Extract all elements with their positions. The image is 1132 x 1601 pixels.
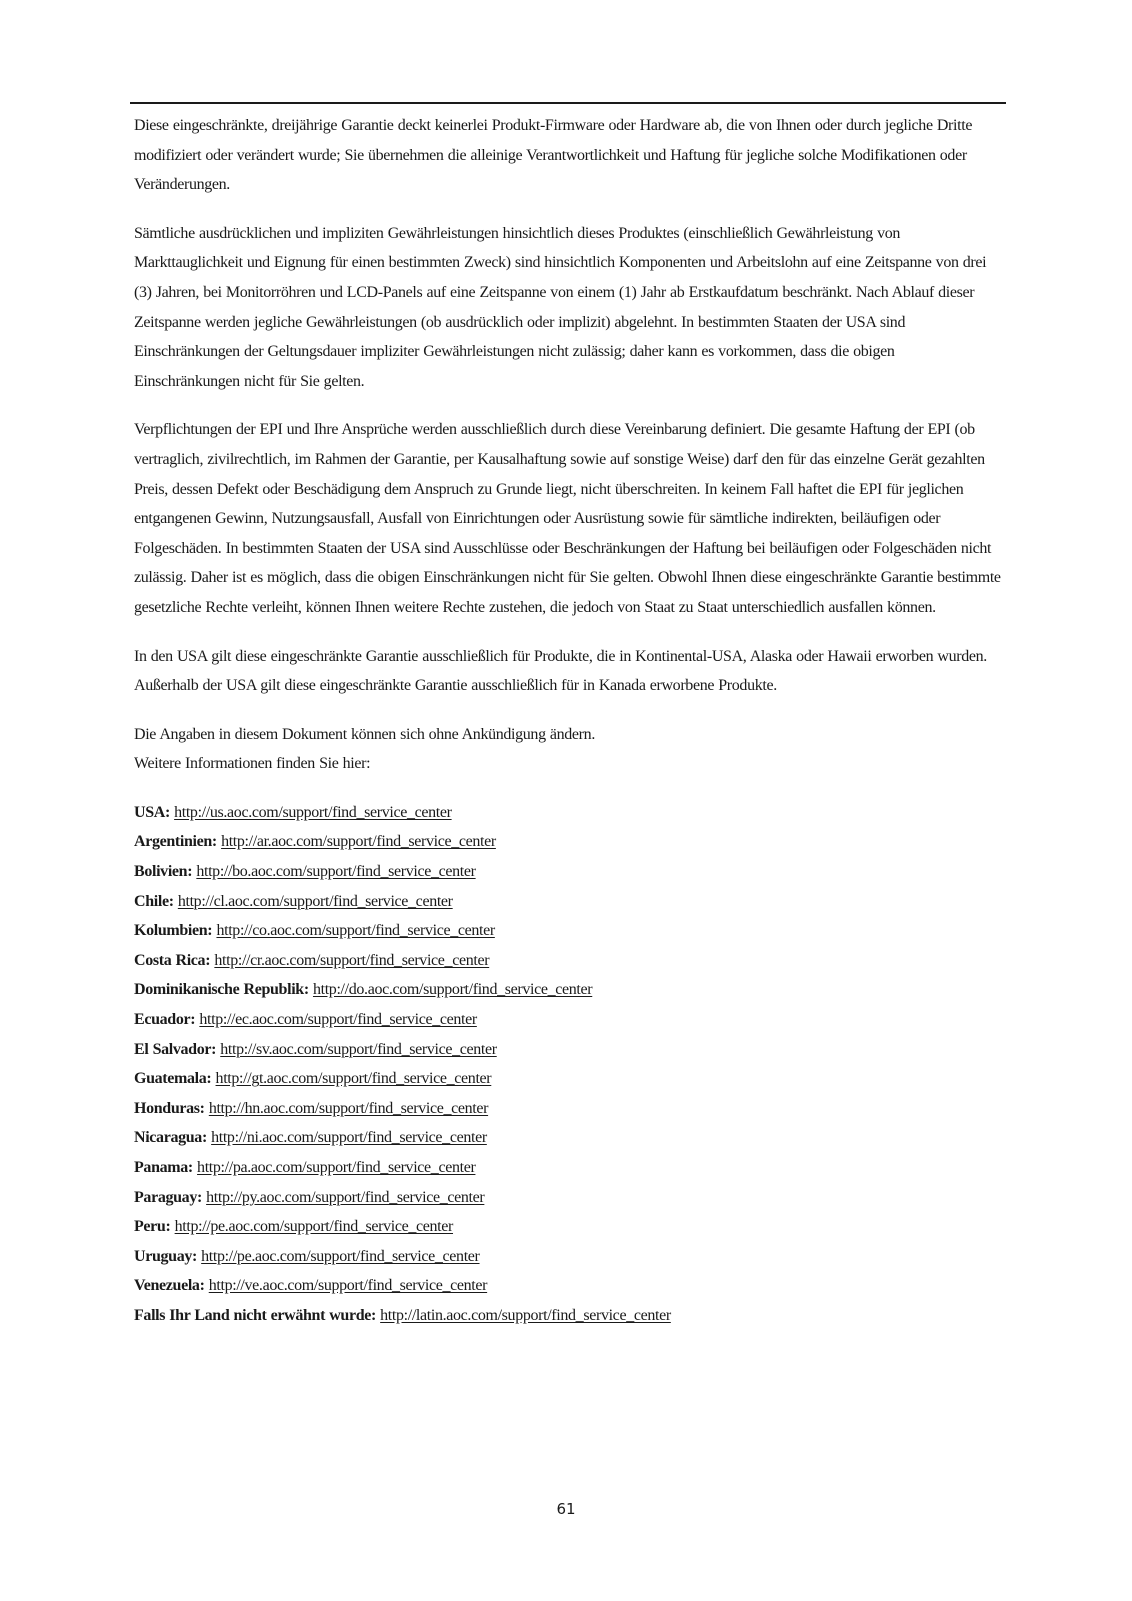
country-label: Dominikanische Republik:	[134, 981, 309, 999]
service-center-link[interactable]: http://cr.aoc.com/support/find_service_center	[214, 951, 490, 969]
service-center-list	[134, 798, 1004, 1331]
service-center-link[interactable]: http://pe.aoc.com/support/find_service_center	[174, 1218, 454, 1236]
country-label: Chile:	[134, 892, 174, 910]
service-center-row	[134, 887, 1004, 917]
service-center-link[interactable]: http://py.aoc.com/support/find_service_center	[206, 1188, 485, 1206]
service-center-row	[134, 827, 1004, 857]
header-rule	[130, 102, 1006, 104]
country-label: Paraguay:	[134, 1188, 202, 1206]
territory-canada-text: Außerhalb der USA gilt diese eingeschränkte Garantie ausschließlich für in Kanada erworbene Produkte.	[134, 677, 777, 695]
service-center-row	[134, 1301, 1004, 1331]
service-center-link[interactable]: http://ar.aoc.com/support/find_service_center	[221, 833, 496, 851]
service-center-row	[134, 946, 1004, 976]
country-label: USA:	[134, 803, 170, 821]
service-center-row	[134, 1005, 1004, 1035]
service-center-row	[134, 857, 1004, 887]
paragraph-more-info	[134, 720, 1004, 779]
service-center-row	[134, 1123, 1004, 1153]
paragraph-warranty-limitation: Sämtliche ausdrücklichen und impliziten Gewährleistungen hinsichtlich dieses Produktes (einschließlich Gewährleistung von Markttauglichkeit und Eignung für einen bestimmten Zweck) sind hinsichtlich Komponenten und Arbeitslohn auf eine Zeitspanne von drei (3) Jahren, bei Monitorröhren und LCD-Panels auf eine Zeitspanne von einem (1) Jahr ab Erstkaufdatum beschränkt. Nach Ablauf dieser Zeitspanne werden jegliche Gewährleistungen (ob ausdrücklich oder implizit) abgelehnt. In bestimmten Staaten der USA sind Einschränkungen der Geltungsdauer impliziter Gewährleistungen nicht zulässig; daher kann es vorkommen, dass die obigen Einschränkungen nicht für Sie gelten.	[134, 224, 987, 390]
service-center-link[interactable]: http://gt.aoc.com/support/find_service_center	[215, 1070, 492, 1088]
paragraph-liability: Verpflichtungen der EPI und Ihre Ansprüche werden ausschließlich durch diese Vereinbarung definiert. Die gesamte Haftung der EPI (ob vertraglich, zivilrechtlich, im Rahmen der Garantie, per Kausalhaftung sowie auf sonstige Weise) darf den für das einzelne Gerät gezahlten Preis, dessen Defekt oder Beschädigung dem Anspruch zu Grunde liegt, nicht überschreiten. In keinem Fall haftet die EPI für jeglichen entgangenen Gewinn, Nutzungsausfall, Ausfall von Einrichtungen oder Ausrüstung sowie für sämtliche indirekten, beiläufigen oder Folgeschäden. In bestimmten Staaten der USA sind Ausschlüsse oder Beschränkungen der Haftung bei beiläufigen oder Folgeschäden nicht zulässig. Daher ist es möglich, dass die obigen Einschränkungen nicht für Sie gelten. Obwohl Ihnen diese eingeschränkte Garantie bestimmte gesetzliche Rechte verleiht, können Ihnen weitere Rechte zustehen, die jedoch von Staat zu Staat unterschiedlich ausfallen können.	[134, 421, 1001, 616]
country-label: Venezuela:	[134, 1277, 205, 1295]
service-center-row	[134, 1212, 1004, 1242]
country-label: Ecuador:	[134, 1011, 196, 1029]
service-center-row	[134, 975, 1004, 1005]
service-center-row	[134, 916, 1004, 946]
service-center-link[interactable]: http://latin.aoc.com/support/find_service_center	[380, 1306, 671, 1324]
country-label: Costa Rica:	[134, 951, 211, 969]
service-center-row	[134, 1183, 1004, 1213]
more-info-text: Weitere Informationen finden Sie hier:	[134, 755, 371, 773]
service-center-link[interactable]: http://bo.aoc.com/support/find_service_center	[196, 863, 476, 881]
service-center-link[interactable]: http://us.aoc.com/support/find_service_center	[174, 803, 452, 821]
service-center-link[interactable]: http://cl.aoc.com/support/find_service_center	[177, 892, 453, 910]
service-center-link[interactable]: http://co.aoc.com/support/find_service_center	[216, 922, 495, 940]
country-label: El Salvador:	[134, 1040, 217, 1058]
service-center-row	[134, 1035, 1004, 1065]
country-label: Uruguay:	[134, 1247, 197, 1265]
service-center-link[interactable]: http://ve.aoc.com/support/find_service_center	[208, 1277, 488, 1295]
service-center-row	[134, 1094, 1004, 1124]
page-body	[134, 111, 1004, 1331]
service-center-row	[134, 798, 1004, 828]
service-center-link[interactable]: http://pe.aoc.com/support/find_service_center	[201, 1247, 480, 1265]
country-label: Bolivien:	[134, 863, 193, 881]
service-center-row	[134, 1242, 1004, 1272]
service-center-row	[134, 1271, 1004, 1301]
country-label: Nicaragua:	[134, 1129, 207, 1147]
service-center-link[interactable]: http://hn.aoc.com/support/find_service_center	[208, 1099, 489, 1117]
page-number: 61	[556, 1500, 576, 1518]
country-label: Argentinien:	[134, 833, 217, 851]
service-center-link[interactable]: http://ni.aoc.com/support/find_service_center	[211, 1129, 487, 1147]
paragraph-territory	[134, 642, 1004, 701]
paragraph-firmware-exclusion: Diese eingeschränkte, dreijährige Garantie deckt keinerlei Produkt-Firmware oder Hardware ab, die von Ihnen oder durch jegliche Dritte modifiziert oder verändert wurde; Sie übernehmen die alleinige Verantwortlichkeit und Haftung für jegliche solche Modifikationen oder Veränderungen.	[134, 117, 973, 194]
service-center-link[interactable]: http://sv.aoc.com/support/find_service_center	[220, 1040, 497, 1058]
service-center-link[interactable]: http://do.aoc.com/support/find_service_center	[312, 981, 593, 999]
territory-usa-text: In den USA gilt diese eingeschränkte Garantie ausschließlich für Produkte, die in Kontinental-USA, Alaska oder Hawaii erworben wurden.	[134, 647, 987, 665]
country-label: Honduras:	[134, 1099, 205, 1117]
country-label: Guatemala:	[134, 1070, 212, 1088]
service-center-link[interactable]: http://ec.aoc.com/support/find_service_center	[199, 1011, 477, 1029]
service-center-link[interactable]: http://pa.aoc.com/support/find_service_center	[197, 1159, 476, 1176]
country-label: Peru:	[134, 1218, 171, 1236]
service-center-row	[134, 1153, 1004, 1183]
country-label: Kolumbien:	[134, 922, 213, 940]
notice-text: Die Angaben in diesem Dokument können sich ohne Ankündigung ändern.	[134, 725, 595, 743]
service-center-row	[134, 1064, 1004, 1094]
country-label: Panama:	[134, 1159, 193, 1176]
country-label: Falls Ihr Land nicht erwähnt wurde:	[134, 1306, 376, 1324]
